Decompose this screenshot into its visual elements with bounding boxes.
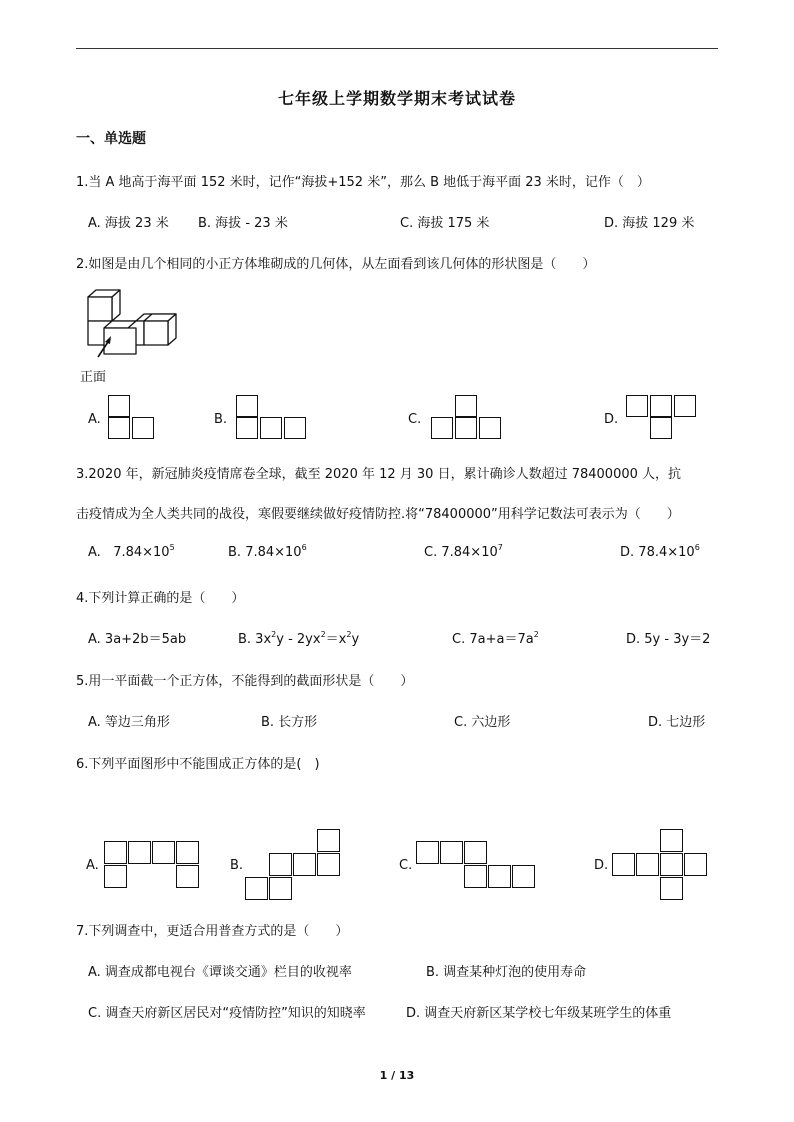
q6-option-c-figure	[416, 841, 536, 889]
q6-option-a-letter: A.	[86, 858, 99, 873]
question-4-stem: 4.下列计算正确的是（ ）	[76, 591, 245, 606]
q2-option-d-figure	[626, 395, 700, 443]
q4-option-d: D. 5y - 3y＝2	[626, 632, 711, 647]
q1-option-a: A. 海拔 23 米	[88, 216, 169, 231]
q4-option-c: C. $7a+a=7a^2$	[452, 630, 539, 647]
question-1-stem: 1.当 A 地高于海平面 152 米时，记作“海拔+152 米”，那么 B 地低于海平面 23 米时，记作（ ）	[76, 175, 650, 190]
front-label: 正面	[80, 370, 107, 385]
q3-option-c: C. $7.84\times 10^7$	[424, 543, 503, 560]
question-6-stem: 6.下列平面图形中不能围成正方体的是( )	[76, 757, 320, 772]
q5-option-c: C. 六边形	[454, 715, 511, 730]
q7-option-d: D. 调查天府新区某学校七年级某班学生的体重	[406, 1006, 672, 1021]
q3-option-d: D. $78.4\times 10^6$	[620, 543, 700, 560]
q7-option-a: A. 调查成都电视台《谭谈交通》栏目的收视率	[88, 965, 352, 980]
q2-option-b-letter: B.	[214, 412, 228, 427]
q3-option-b: B. $7.84\times 10^6$	[228, 543, 307, 560]
q7-option-b: B. 调查某种灯泡的使用寿命	[426, 965, 587, 980]
q6-option-d-letter: D.	[594, 858, 609, 873]
q6-option-b-letter: B.	[230, 858, 244, 873]
exam-title: 七年级上学期数学期末考试试卷	[277, 89, 516, 108]
header-rule	[76, 48, 718, 49]
q2-option-d-letter: D.	[604, 412, 619, 427]
q5-option-d: D. 七边形	[648, 715, 706, 730]
q1-option-c: C. 海拔 175 米	[400, 216, 490, 231]
q1-option-b: B. 海拔 - 23 米	[198, 216, 288, 231]
question-5-stem: 5.用一平面截一个正方体，不能得到的截面形状是（ ）	[76, 674, 414, 689]
q5-option-a: A. 等边三角形	[88, 715, 170, 730]
q6-option-a-figure	[104, 841, 200, 889]
q2-option-c-letter: C.	[408, 412, 422, 427]
q6-option-d-figure	[612, 829, 708, 901]
question-2-stem: 2.如图是由几个相同的小正方体堆砌成的几何体，从左面看到该几何体的形状图是（ ）	[76, 257, 596, 272]
q2-option-c-figure	[431, 395, 505, 443]
q6-option-b-figure	[245, 829, 341, 901]
q5-option-b: B. 长方形	[261, 715, 318, 730]
question-7-stem: 7.下列调查中，更适合用普查方式的是（ ）	[76, 924, 349, 939]
q2-option-a-letter: A.	[88, 412, 101, 427]
question-3-stem-line2: 击疫情成为全人类共同的战役，寒假要继续做好疫情防控.将“78400000”用科学记数法可表示为（ ）	[76, 507, 680, 522]
q7-option-c: C. 调查天府新区居民对“疫情防控”知识的知晓率	[88, 1006, 366, 1021]
question-3-stem-line1: 3.2020 年，新冠肺炎疫情席卷全球，截至 2020 年 12 月 30 日，累计确诊人数超过 78400000 人，抗	[76, 467, 682, 482]
q6-option-c-letter: C.	[399, 858, 413, 873]
cube-stack-figure	[78, 287, 188, 362]
q1-option-d: D. 海拔 129 米	[604, 216, 695, 231]
q2-option-a-figure	[108, 395, 158, 443]
section-heading: 一、单选题	[76, 131, 146, 147]
q4-option-b: B. $3x^2y - 2yx^2=x^2y$	[238, 630, 360, 647]
page-number: 1 / 13	[379, 1069, 415, 1082]
q4-option-a: A. 3a+2b＝5ab	[88, 632, 187, 647]
q3-option-a: A. $7.84\times 10^5$	[88, 543, 175, 560]
q2-option-b-figure	[236, 395, 310, 443]
